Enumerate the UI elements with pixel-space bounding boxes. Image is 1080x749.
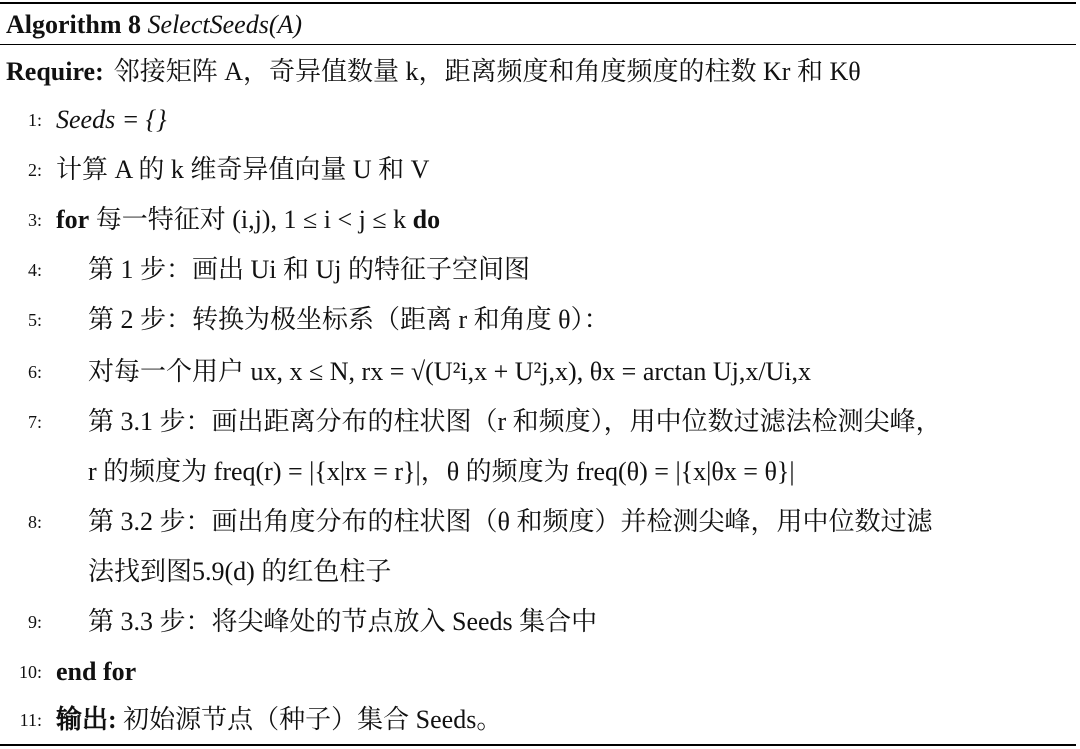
line-number: 2: — [27, 160, 42, 180]
line-text: 第 2 步：转换为极坐标系（距离 r 和角度 θ）： — [88, 305, 610, 334]
for-keyword: for — [56, 205, 90, 234]
line-number: 1: — [27, 110, 42, 130]
bottom-rule — [0, 744, 1076, 746]
line-text: Seeds = {} — [56, 105, 167, 134]
require-text: 邻接矩阵 A，奇异值数量 k，距离频度和角度频度的柱数 Kr 和 Kθ — [113, 57, 861, 86]
line-number: 3: — [27, 210, 42, 230]
output-text: 初始源节点（种子）集合 Seeds。 — [123, 705, 503, 734]
line-number: 10: — [18, 662, 42, 682]
line-text: 对每一个用户 ux, x ≤ N, rx = √(U²i,x + U²j,x), θx = arctan Uj,x/Ui,x — [88, 357, 812, 386]
line-text: r 的频度为 freq(r) = |{x|rx = r}|，θ 的频度为 freq(θ) = |{x|θx = θ}| — [88, 457, 795, 486]
algorithm-name: SelectSeeds(A) — [147, 10, 303, 39]
end-for-keyword: end for — [56, 657, 137, 686]
require-line — [6, 52, 861, 92]
require-keyword: Require: — [6, 57, 104, 86]
line-number: 6: — [27, 362, 42, 382]
line-text: 法找到图5.9(d) 的红色柱子 — [88, 557, 392, 586]
line-text — [56, 200, 440, 240]
for-condition: 每一特征对 (i,j), 1 ≤ i < j ≤ k — [95, 205, 407, 234]
header-rule — [0, 44, 1076, 45]
line-number: 7: — [27, 412, 42, 432]
line-text: 第 3.1 步：画出距离分布的柱状图（r 和频度），用中位数过滤法检测尖峰， — [88, 407, 942, 436]
line-text: 计算 A 的 k 维奇异值向量 U 和 V — [56, 155, 430, 184]
line-number: 5: — [27, 310, 42, 330]
line-number: 9: — [27, 612, 42, 632]
line-text — [56, 700, 502, 740]
do-keyword: do — [412, 205, 441, 234]
output-keyword: 输出: — [56, 705, 117, 734]
line-number: 8: — [27, 512, 42, 532]
line-number: 11: — [19, 710, 42, 730]
line-text: 第 1 步：画出 Ui 和 Uj 的特征子空间图 — [88, 255, 531, 284]
line-text: 第 3.2 步：画出角度分布的柱状图（θ 和频度）并检测尖峰，用中位数过滤 — [88, 507, 933, 536]
algorithm-title — [6, 8, 302, 42]
line-text: 第 3.3 步：将尖峰处的节点放入 Seeds 集合中 — [88, 607, 598, 636]
algorithm-label: Algorithm 8 — [6, 10, 142, 39]
line-number: 4: — [27, 260, 42, 280]
top-rule — [0, 2, 1076, 4]
